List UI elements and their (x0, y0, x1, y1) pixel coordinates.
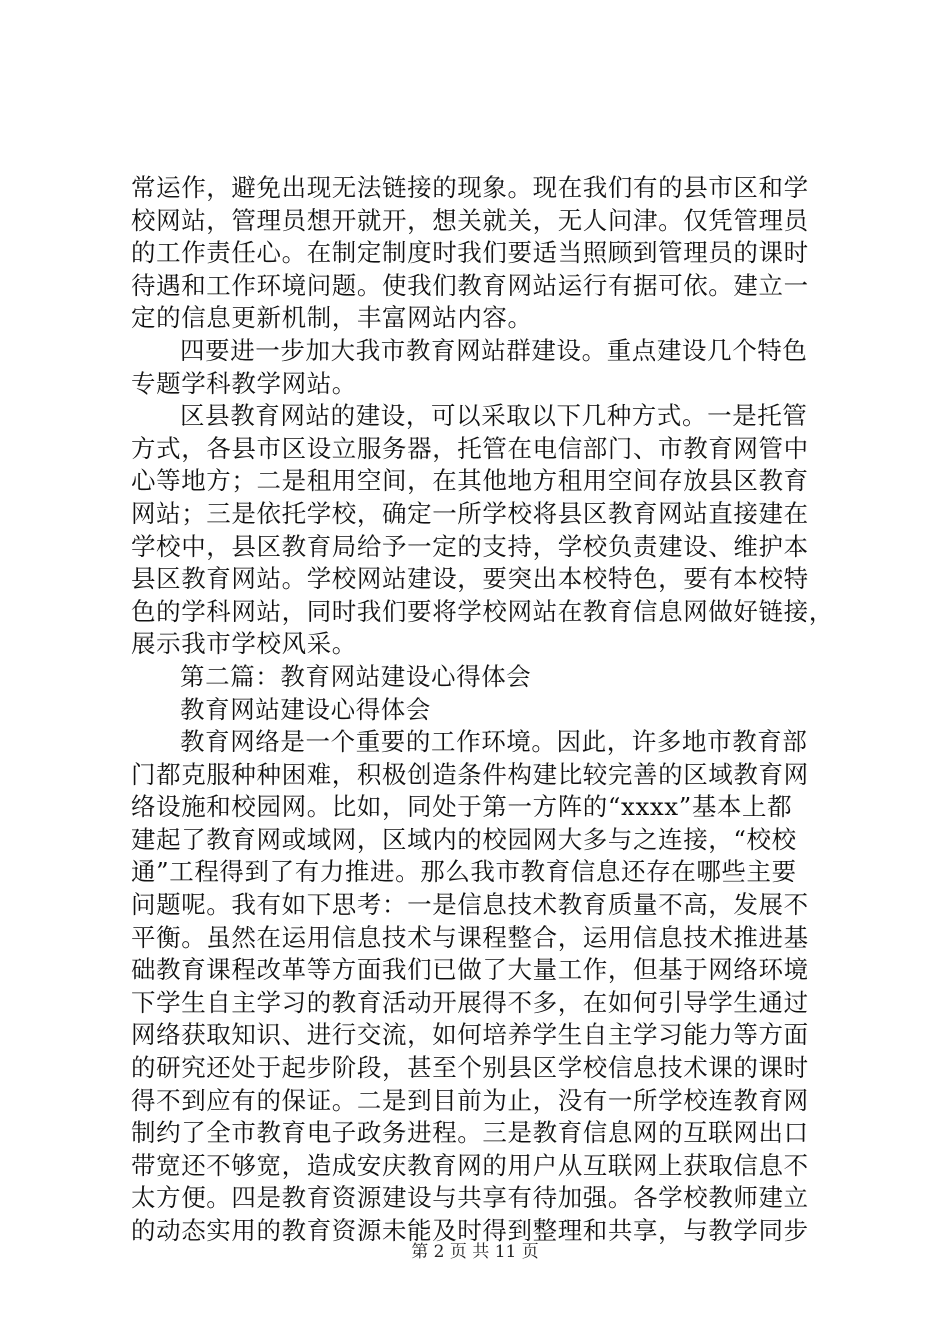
text-line: 问题呢。我有如下思考：一是信息技术教育质量不高，发展不 (131, 890, 809, 920)
text-line: 得不到应有的保证。二是到目前为止，没有一所学校连教育网 (131, 1085, 809, 1115)
text-line: 平衡。虽然在运用信息技术与课程整合，运用信息技术推进基 (131, 922, 809, 952)
text-line: 展示我市学校风采。 (131, 629, 357, 659)
text-line: 四要进一步加大我市教育网站群建设。重点建设几个特色 (180, 335, 808, 365)
text-line: 础教育课程改革等方面我们已做了大量工作，但基于网络环境 (131, 955, 809, 985)
text-line: 心等地方；二是租用空间，在其他地方租用空间存放县区教育 (131, 466, 809, 496)
text-line: 的研究还处于起步阶段，甚至个别县区学校信息技术课的课时 (131, 1053, 809, 1083)
text-line: 校网站，管理员想开就开，想关就关，无人问津。仅凭管理员 (131, 205, 809, 235)
text-line: 通”工程得到了有力推进。那么我市教育信息还存在哪些主要 (131, 857, 797, 887)
text-line: 网站；三是依托学校，确定一所学校将县区教育网站直接建在 (131, 498, 809, 528)
text-line: 定的信息更新机制，丰富网站内容。 (131, 303, 533, 333)
text-line: 制约了全市教育电子政务进程。三是教育信息网的互联网出口 (131, 1118, 809, 1148)
text-line: 色的学科网站，同时我们要将学校网站在教育信息网做好链接， (131, 596, 834, 626)
text-line: 络设施和校园网。比如，同处于第一方阵的“xxxx”基本上都 (131, 792, 793, 822)
text-line: 待遇和工作环境问题。使我们教育网站运行有据可依。建立一 (131, 270, 809, 300)
text-line: 专题学科教学网站。 (131, 368, 357, 398)
text-line: 区县教育网站的建设，可以采取以下几种方式。一是托管 (180, 401, 808, 431)
text-line: 建起了教育网或域网，区域内的校园网大多与之连接，“校校 (131, 824, 797, 854)
text-line: 学校中，县区教育局给予一定的支持，学校负责建设、维护本 (131, 531, 809, 561)
text-line: 的工作责任心。在制定制度时我们要适当照顾到管理员的课时 (131, 238, 809, 268)
text-line: 的动态实用的教育资源未能及时得到整理和共享，与教学同步 (131, 1216, 809, 1245)
text-line: 网络获取知识、进行交流，如何培养学生自主学习能力等方面 (131, 1020, 809, 1050)
text-line: 教育网络是一个重要的工作环境。因此，许多地市教育部 (180, 727, 808, 757)
page-footer: 第 2 页 共 11 页 (411, 1242, 539, 1262)
text-line: 门都克服种种困难，积极创造条件构建比较完善的区域教育网 (131, 759, 809, 789)
document-body (131, 172, 834, 1248)
text-line: 下学生自主学习的教育活动开展得不多，在如何引导学生通过 (131, 987, 809, 1017)
text-line: 方式，各县市区设立服务器，托管在电信部门、市教育网管中 (131, 433, 809, 463)
text-line: 第二篇：教育网站建设心得体会 (180, 661, 532, 691)
text-line: 县区教育网站。学校网站建设，要突出本校特色，要有本校特 (131, 564, 809, 594)
text-line: 教育网站建设心得体会 (180, 694, 431, 724)
text-line: 太方便。四是教育资源建设与共享有待加强。各学校教师建立 (131, 1183, 809, 1213)
text-line: 带宽还不够宽，造成安庆教育网的用户从互联网上获取信息不 (131, 1150, 809, 1180)
text-line: 常运作，避免出现无法链接的现象。现在我们有的县市区和学 (131, 173, 809, 202)
